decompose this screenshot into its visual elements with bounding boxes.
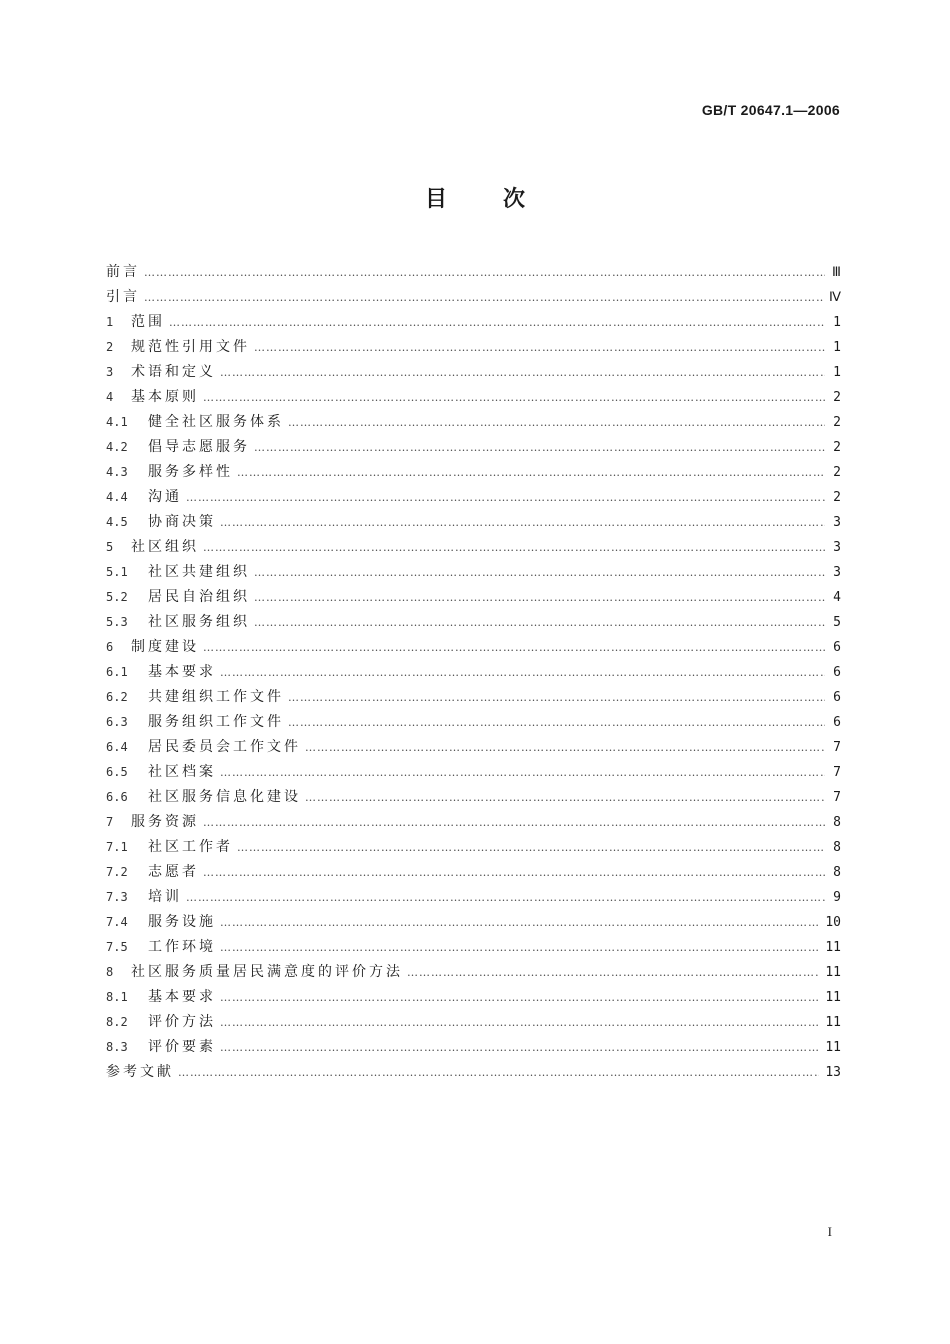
- toc-entry[interactable]: [106, 435, 841, 460]
- toc-entry-page: 7: [833, 765, 841, 780]
- toc-entry-label: 参考文献: [106, 1064, 174, 1080]
- toc-entry[interactable]: [106, 585, 841, 610]
- toc-entry-label: 居民委员会工作文件: [148, 739, 301, 755]
- toc-entry-label: 规范性引用文件: [131, 339, 250, 355]
- toc-entry-number: 8: [106, 965, 114, 979]
- toc-leader-dots: [305, 735, 825, 760]
- toc-entry-number: 8.1: [106, 990, 128, 1004]
- toc-leader-dots: [144, 260, 825, 285]
- toc-entry[interactable]: [106, 635, 841, 660]
- toc-entry-page: 4: [833, 590, 841, 605]
- toc-entry-label: 工作环境: [148, 939, 216, 955]
- table-of-contents: [106, 260, 841, 1085]
- toc-leader-dots: [203, 810, 825, 835]
- toc-leader-dots: [186, 485, 825, 510]
- toc-entry[interactable]: [106, 810, 841, 835]
- toc-entry-label: 沟通: [148, 489, 182, 505]
- toc-entry-label: 评价要素: [148, 1039, 216, 1055]
- toc-entry-number: 4.2: [106, 440, 128, 454]
- toc-entry-page: 13: [825, 1065, 841, 1080]
- toc-leader-dots: [186, 885, 825, 910]
- toc-entry-label: 共建组织工作文件: [148, 689, 284, 705]
- toc-entry-number: 5.2: [106, 590, 128, 604]
- title-char-1: 目: [424, 187, 447, 212]
- toc-entry-label: 社区服务质量居民满意度的评价方法: [131, 964, 403, 980]
- toc-entry-label: 前言: [106, 264, 140, 280]
- toc-entry[interactable]: [106, 785, 841, 810]
- toc-entry[interactable]: [106, 285, 841, 310]
- toc-entry-page: 8: [833, 865, 841, 880]
- toc-entry-number: 4.1: [106, 415, 128, 429]
- toc-entry-number: 4: [106, 390, 114, 404]
- toc-entry[interactable]: [106, 1060, 841, 1085]
- toc-entry-page: 10: [825, 915, 841, 930]
- toc-entry-page: 11: [825, 940, 841, 955]
- toc-leader-dots: [220, 660, 825, 685]
- toc-entry-page: 2: [833, 490, 841, 505]
- toc-entry-label: 志愿者: [148, 864, 199, 880]
- toc-entry[interactable]: [106, 610, 841, 635]
- toc-entry-label: 社区工作者: [148, 839, 233, 855]
- toc-entry-number: 7.1: [106, 840, 128, 854]
- toc-leader-dots: [254, 585, 825, 610]
- toc-entry[interactable]: [106, 910, 841, 935]
- toc-entry-number: 8.3: [106, 1040, 128, 1054]
- toc-entry-label: 居民自治组织: [148, 589, 250, 605]
- toc-entry[interactable]: [106, 335, 841, 360]
- toc-entry-label: 社区服务信息化建设: [148, 789, 301, 805]
- toc-leader-dots: [254, 610, 825, 635]
- toc-entry-label: 服务设施: [148, 914, 216, 930]
- toc-leader-dots: [237, 460, 825, 485]
- toc-entry-page: 8: [833, 815, 841, 830]
- toc-entry-number: 5.3: [106, 615, 128, 629]
- toc-entry[interactable]: [106, 260, 841, 285]
- toc-entry-number: 7.5: [106, 940, 128, 954]
- toc-entry-page: 6: [833, 640, 841, 655]
- toc-leader-dots: [305, 785, 825, 810]
- toc-entry-page: 11: [825, 1040, 841, 1055]
- toc-entry[interactable]: [106, 985, 841, 1010]
- toc-leader-dots: [254, 560, 825, 585]
- toc-entry-number: 6.5: [106, 765, 128, 779]
- toc-entry-label: 范围: [131, 314, 165, 330]
- toc-entry-page: Ⅲ: [832, 265, 841, 280]
- toc-entry[interactable]: [106, 835, 841, 860]
- toc-leader-dots: [220, 1010, 819, 1035]
- toc-leader-dots: [203, 535, 825, 560]
- toc-entry[interactable]: [106, 410, 841, 435]
- toc-entry-page: 2: [833, 440, 841, 455]
- toc-leader-dots: [254, 335, 825, 360]
- toc-entry-number: 3: [106, 365, 114, 379]
- toc-entry-label: 社区档案: [148, 764, 216, 780]
- toc-entry[interactable]: [106, 1035, 841, 1060]
- toc-entry-page: 1: [833, 365, 841, 380]
- toc-entry-label: 制度建设: [131, 639, 199, 655]
- toc-entry[interactable]: [106, 485, 841, 510]
- toc-entry-number: 4.3: [106, 465, 128, 479]
- toc-entry-number: 5.1: [106, 565, 128, 579]
- toc-entry-label: 倡导志愿服务: [148, 439, 250, 455]
- toc-entry[interactable]: [106, 535, 841, 560]
- toc-entry[interactable]: [106, 885, 841, 910]
- toc-entry-page: 7: [833, 740, 841, 755]
- page-number: I: [827, 1224, 832, 1239]
- page-title: [0, 182, 950, 213]
- toc-entry[interactable]: [106, 560, 841, 585]
- toc-entry-label: 培训: [148, 889, 182, 905]
- toc-entry[interactable]: [106, 1010, 841, 1035]
- toc-entry[interactable]: [106, 735, 841, 760]
- toc-leader-dots: [203, 860, 825, 885]
- toc-leader-dots: [178, 1060, 819, 1085]
- toc-entry-label: 基本要求: [148, 664, 216, 680]
- toc-leader-dots: [254, 435, 825, 460]
- toc-entry-page: 8: [833, 840, 841, 855]
- toc-entry-label: 服务组织工作文件: [148, 714, 284, 730]
- toc-leader-dots: [203, 635, 825, 660]
- toc-entry-number: 7.4: [106, 915, 128, 929]
- toc-entry[interactable]: [106, 860, 841, 885]
- toc-entry[interactable]: [106, 460, 841, 485]
- toc-entry-page: 11: [825, 990, 841, 1005]
- toc-entry-number: 2: [106, 340, 114, 354]
- toc-entry-number: 7: [106, 815, 114, 829]
- toc-entry-number: 7.3: [106, 890, 128, 904]
- toc-leader-dots: [288, 710, 825, 735]
- toc-entry-page: 6: [833, 690, 841, 705]
- toc-entry-number: 6.4: [106, 740, 128, 754]
- toc-entry[interactable]: [106, 360, 841, 385]
- toc-entry-page: 3: [833, 540, 841, 555]
- toc-entry-number: 5: [106, 540, 114, 554]
- toc-entry-label: 社区服务组织: [148, 614, 250, 630]
- toc-leader-dots: [220, 935, 819, 960]
- toc-entry-number: 6.1: [106, 665, 128, 679]
- toc-leader-dots: [220, 910, 819, 935]
- title-char-2: 次: [503, 187, 526, 212]
- toc-entry-number: 6.3: [106, 715, 128, 729]
- toc-leader-dots: [407, 960, 819, 985]
- toc-entry-label: 基本要求: [148, 989, 216, 1005]
- toc-entry-page: 2: [833, 415, 841, 430]
- toc-entry-page: 9: [833, 890, 841, 905]
- toc-entry[interactable]: [106, 510, 841, 535]
- toc-entry-number: 4.5: [106, 515, 128, 529]
- toc-entry[interactable]: [106, 935, 841, 960]
- toc-entry-page: 3: [833, 515, 841, 530]
- toc-leader-dots: [237, 835, 825, 860]
- toc-entry-page: 1: [833, 340, 841, 355]
- toc-entry-page: 6: [833, 715, 841, 730]
- toc-leader-dots: [144, 285, 823, 310]
- toc-entry-page: Ⅳ: [829, 290, 841, 305]
- toc-leader-dots: [220, 985, 819, 1010]
- toc-entry[interactable]: [106, 660, 841, 685]
- toc-entry[interactable]: [106, 310, 841, 335]
- toc-entry[interactable]: [106, 385, 841, 410]
- toc-leader-dots: [220, 1035, 819, 1060]
- toc-entry-number: 4.4: [106, 490, 128, 504]
- toc-entry-label: 社区共建组织: [148, 564, 250, 580]
- toc-leader-dots: [288, 685, 825, 710]
- toc-entry[interactable]: [106, 685, 841, 710]
- toc-entry-page: 2: [833, 390, 841, 405]
- toc-leader-dots: [220, 760, 825, 785]
- toc-entry-label: 引言: [106, 289, 140, 305]
- toc-entry-page: 3: [833, 565, 841, 580]
- toc-entry[interactable]: [106, 960, 841, 985]
- toc-entry-page: 6: [833, 665, 841, 680]
- toc-entry[interactable]: [106, 710, 841, 735]
- toc-leader-dots: [203, 385, 825, 410]
- toc-entry-number: 7.2: [106, 865, 128, 879]
- toc-entry-label: 健全社区服务体系: [148, 414, 284, 430]
- toc-entry-number: 6.2: [106, 690, 128, 704]
- toc-entry-page: 7: [833, 790, 841, 805]
- toc-entry-number: 1: [106, 315, 114, 329]
- toc-entry-number: 6.6: [106, 790, 128, 804]
- toc-entry-label: 术语和定义: [131, 364, 216, 380]
- toc-entry-label: 服务多样性: [148, 464, 233, 480]
- toc-entry-label: 社区组织: [131, 539, 199, 555]
- toc-entry-page: 1: [833, 315, 841, 330]
- toc-leader-dots: [220, 510, 825, 535]
- toc-entry-label: 评价方法: [148, 1014, 216, 1030]
- toc-entry-label: 协商决策: [148, 514, 216, 530]
- toc-entry-number: 8.2: [106, 1015, 128, 1029]
- toc-entry-page: 11: [825, 965, 841, 980]
- toc-entry-label: 服务资源: [131, 814, 199, 830]
- toc-entry-page: 2: [833, 465, 841, 480]
- toc-entry[interactable]: [106, 760, 841, 785]
- toc-entry-page: 11: [825, 1015, 841, 1030]
- toc-leader-dots: [220, 360, 825, 385]
- standard-code: GB/T 20647.1—2006: [701, 102, 840, 118]
- toc-entry-number: 6: [106, 640, 114, 654]
- toc-leader-dots: [288, 410, 825, 435]
- toc-leader-dots: [169, 310, 825, 335]
- toc-entry-page: 5: [833, 615, 841, 630]
- toc-entry-label: 基本原则: [131, 389, 199, 405]
